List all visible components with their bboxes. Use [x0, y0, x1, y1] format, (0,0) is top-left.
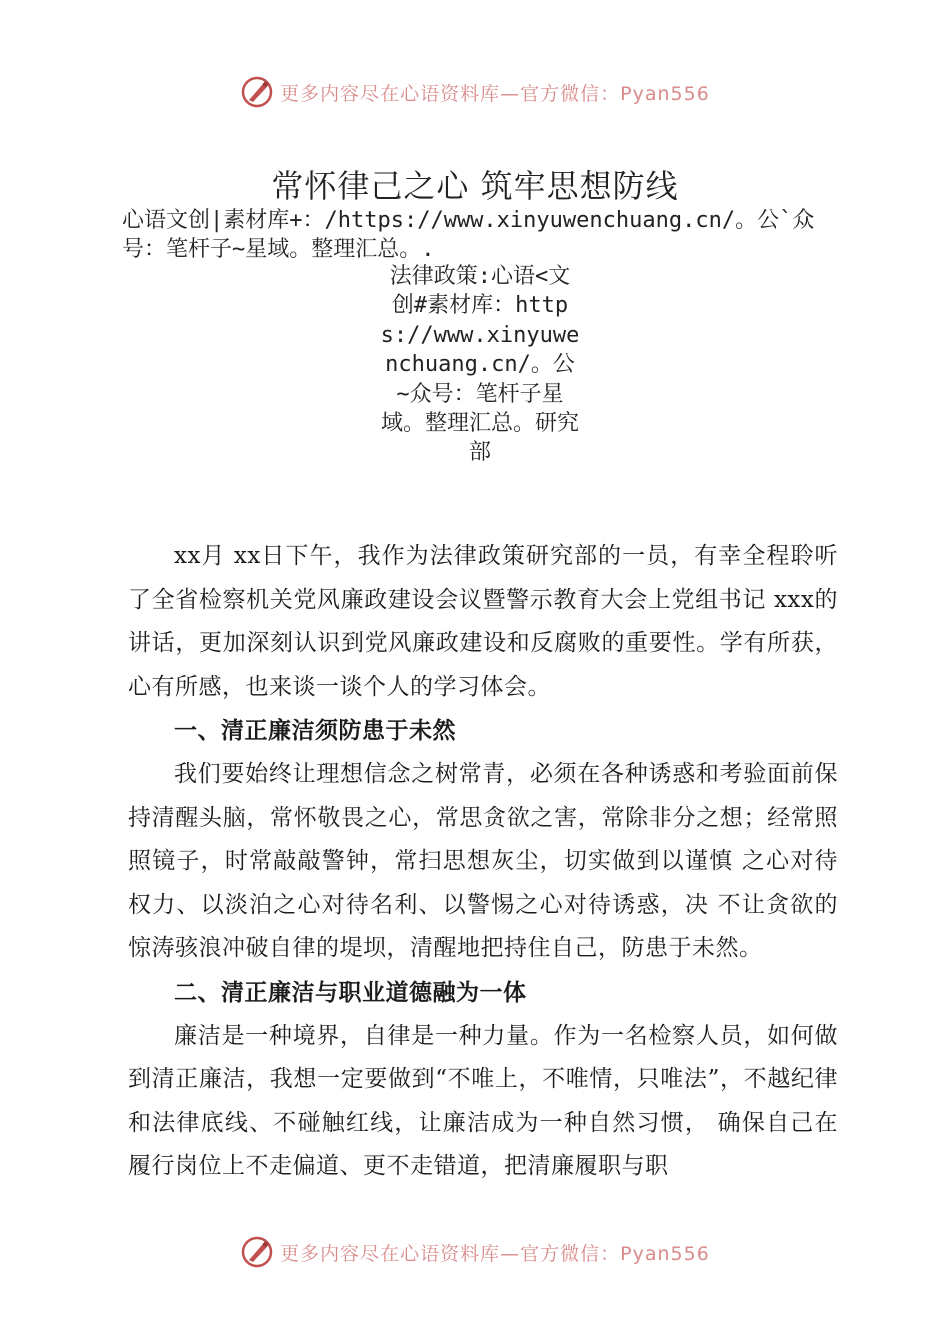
source-line: 心语文创|素材库+：/https://www.xinyuwenchuang.cn/。公`众号：笔杆子~星域。整理汇总。.	[122, 208, 815, 262]
pen-logo-icon	[240, 75, 274, 109]
header-banner	[0, 70, 950, 114]
document-title: 常怀律己之心 筑牢思想防线	[271, 167, 679, 205]
footer-banner	[0, 1230, 950, 1274]
footer-banner-text: 更多内容尽在心语资料库—官方微信：Pyan556	[280, 1242, 710, 1265]
intro-paragraph: xx月 xx日下午，我作为法律政策研究部的一员，有幸全程聆听了全省检察机关党风廉政建设会议暨警示教育大会上党组书记 xxx的讲话，更加深刻认识到党风廉政建设和反腐败的重要性。学有所获，心有所感，也来谈一谈个人的学习体会。	[128, 543, 838, 700]
section-heading-2: 二、清正廉洁与职业道德融为一体	[174, 979, 527, 1006]
section-text-2: 廉洁是一种境界，自律是一种力量。作为一名检察人员，如何做到清正廉洁，我想一定要做到“不唯上，不唯情，只唯法”，不越纪律和法律底线、不碰触红线，让廉洁成为一种自然习惯， 确保自己在履行岗位上不走偏道、更不走错道，把清廉履职与职	[128, 1022, 838, 1179]
header-banner-text: 更多内容尽在心语资料库—官方微信：Pyan556	[280, 82, 710, 105]
section-heading-1: 一、清正廉洁须防患于未然	[174, 718, 456, 744]
pen-logo-icon	[240, 1235, 274, 1269]
section-text-1: 我们要始终让理想信念之树常青，必须在各种诱惑和考验面前保持清醒头脑，常怀敬畏之心，常思贪欲之害，常除非分之想；经常照照镜子，时常敲敲警钟，常扫思想灰尘，切实做到以谨慎 之心对待权力、以淡泊之心对待名利、以警惕之心对待诱惑，决 不让贪欲的惊涛骇浪冲破自律的堤坝，清醒地把持住自己，防患于未然。	[128, 761, 838, 961]
meta-block: 法律政策:心语<文创#素材库：https://www.xinyuwenchuang.cn/。公~众号：笔杆子星域。整理汇总。研究部	[380, 264, 580, 466]
document-body	[128, 535, 838, 1189]
